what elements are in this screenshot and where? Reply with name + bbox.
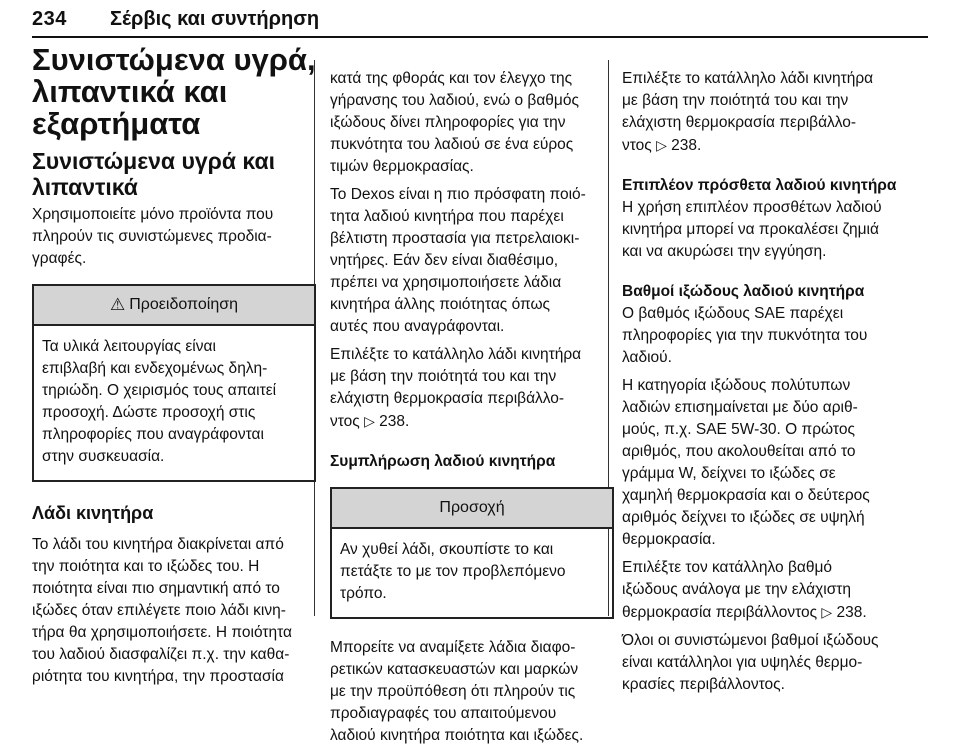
warning-triangle-icon: ⚠ <box>109 295 126 314</box>
page-reference-arrow-icon[interactable]: ▷ <box>364 413 375 429</box>
additives-paragraph: Η χρήση επιπλέον προσθέτων λαδιού κινητήρα μπορεί να προκαλέσει ζημιά και να ακυρώσει την εγγύηση. <box>622 199 882 260</box>
all-viscosity-paragraph: Όλοι οι συνιστώμενοι βαθμοί ιξώδους είναι κατάλληλοι για υψηλές θερμο- κρασίες περιβάλλοντος. <box>622 632 879 693</box>
column-1 <box>32 44 316 688</box>
page-number: 234 <box>32 8 67 30</box>
topup-select-paragraph: Επιλέξτε το κατάλληλο λάδι κινητήρα με βάση την ποιότητά του και την ελάχιστη θερμοκρασία περιβάλλο- ντος ▷ 238. <box>622 70 874 154</box>
engine-oil-heading: Λάδι κινητήρα <box>32 503 154 523</box>
caution-box <box>330 487 614 619</box>
warning-box <box>32 284 316 482</box>
header-rule <box>32 36 928 38</box>
running-title: Σέρβις και συντήρηση <box>110 8 320 30</box>
sae-paragraph: Ο βαθμός ιξώδους SAE παρέχει πληροφορίες για την πυκνότητα του λαδιού. <box>622 305 868 366</box>
warning-box-body: Τα υλικά λειτουργίας είναι επιβλαβή και ενδεχομένως δηλη- τηριώδη. Ο χειρισμός τους απαιτεί προσοχή. Δώστε προσοχή στις πληροφορίες που αναγράφονται στην συσκευασία. <box>42 338 277 465</box>
engine-oil-paragraph-continued: κατά της φθοράς και τον έλεγχο της γήρανσης του λαδιού, ενώ ο βαθμός ιξώδους δίνει πληροφορίες για την πυκνότητα του λαδιού σε ένα εύρος τιμών θερμοκρασίας. <box>330 70 579 175</box>
column-2 <box>330 68 614 747</box>
additives-heading: Επιπλέον πρόσθετα λαδιού κινητήρα <box>622 177 897 194</box>
viscosity-heading: Βαθμοί ιξώδους λαδιού κινητήρα <box>622 283 865 300</box>
page-reference-arrow-icon[interactable]: ▷ <box>656 137 667 153</box>
topup-heading: Συμπλήρωση λαδιού κινητήρα <box>330 453 556 470</box>
engine-oil-paragraph: Το λάδι του κινητήρα διακρίνεται από την ποιότητα και το ιξώδες του. Η ποιότητα είναι πιο σημαντική από το ιξώδες όταν επιλέγετε ποιο λάδι κινη- τήρα θα χρησιμοποιήσετε. Η ποιότητα του λαδιού διασφαλίζει π.χ. την καθα- ριότητα του κινητήρα, την προστασία <box>32 536 292 685</box>
multigrade-paragraph: Η κατηγορία ιξώδους πολύτυπων λαδιών επισημαίνεται με δύο αριθ- μούς, π.χ. SAE 5W-30. Ο πρώτος αριθμός, που ακολουθείται από το γράμμα W, δείχνει το ιξώδες σε χαμηλή θερμοκρασία και ο δεύτερος αριθμός δείχνει το ιξώδες σε υψηλή θερμοκρασία. <box>622 377 870 548</box>
caution-box-body: Αν χυθεί λάδι, σκουπίστε το και πετάξτε το με τον προβλεπόμενο τρόπο. <box>340 541 566 602</box>
page-reference-arrow-icon[interactable]: ▷ <box>821 604 833 620</box>
caution-title: Προσοχή <box>439 499 505 516</box>
subsection-title: Συνιστώμενα υγρά και λιπαντικά <box>32 148 275 200</box>
section-title: Συνιστώμενα υγρά, λιπαντικά και εξαρτήματα <box>32 42 316 141</box>
column-3 <box>622 68 906 696</box>
intro-paragraph: Χρησιμοποιείτε μόνο προϊόντα που πληρούν τις συνιστώμενες προδια- γραφές. <box>32 206 274 267</box>
engine-oil-select-paragraph: Επιλέξτε το κατάλληλο λάδι κινητήρα με βάση την ποιότητά του και την ελάχιστη θερμοκρασία περιβάλλο- ντος ▷ 238. <box>330 346 582 430</box>
mix-oils-paragraph: Μπορείτε να αναμίξετε λάδια διαφο- ρετικών κατασκευαστών και μαρκών με την προϋπόθεση ότι πληρούν τις προδιαγραφές του απαιτούμενου λαδιού κινητήρα ποιότητα και ιξώδες. <box>330 639 584 744</box>
page-header <box>32 8 928 38</box>
caution-box-header <box>332 489 612 529</box>
warning-box-header <box>34 286 314 326</box>
warning-title: Προειδοποίηση <box>129 296 238 313</box>
dexos-paragraph: Το Dexos είναι η πιο πρόσφατη ποιό- τητα λαδιού κινητήρα που παρέχει βέλτιστη προστασία για πετρελαιοκι- νητήρες. Εάν δεν είναι διαθέσιμο, πρέπει να χρησιμοποιήσετε λάδια κινητήρα άλλης ποιότητας όπως αυτές που αναγράφονται. <box>330 186 586 335</box>
viscosity-select-paragraph: Επιλέξτε τον κατάλληλο βαθμό ιξώδους ανάλογα με την ελάχιστη θερμοκρασία περιβάλλοντος ▷ 238. <box>622 559 867 621</box>
